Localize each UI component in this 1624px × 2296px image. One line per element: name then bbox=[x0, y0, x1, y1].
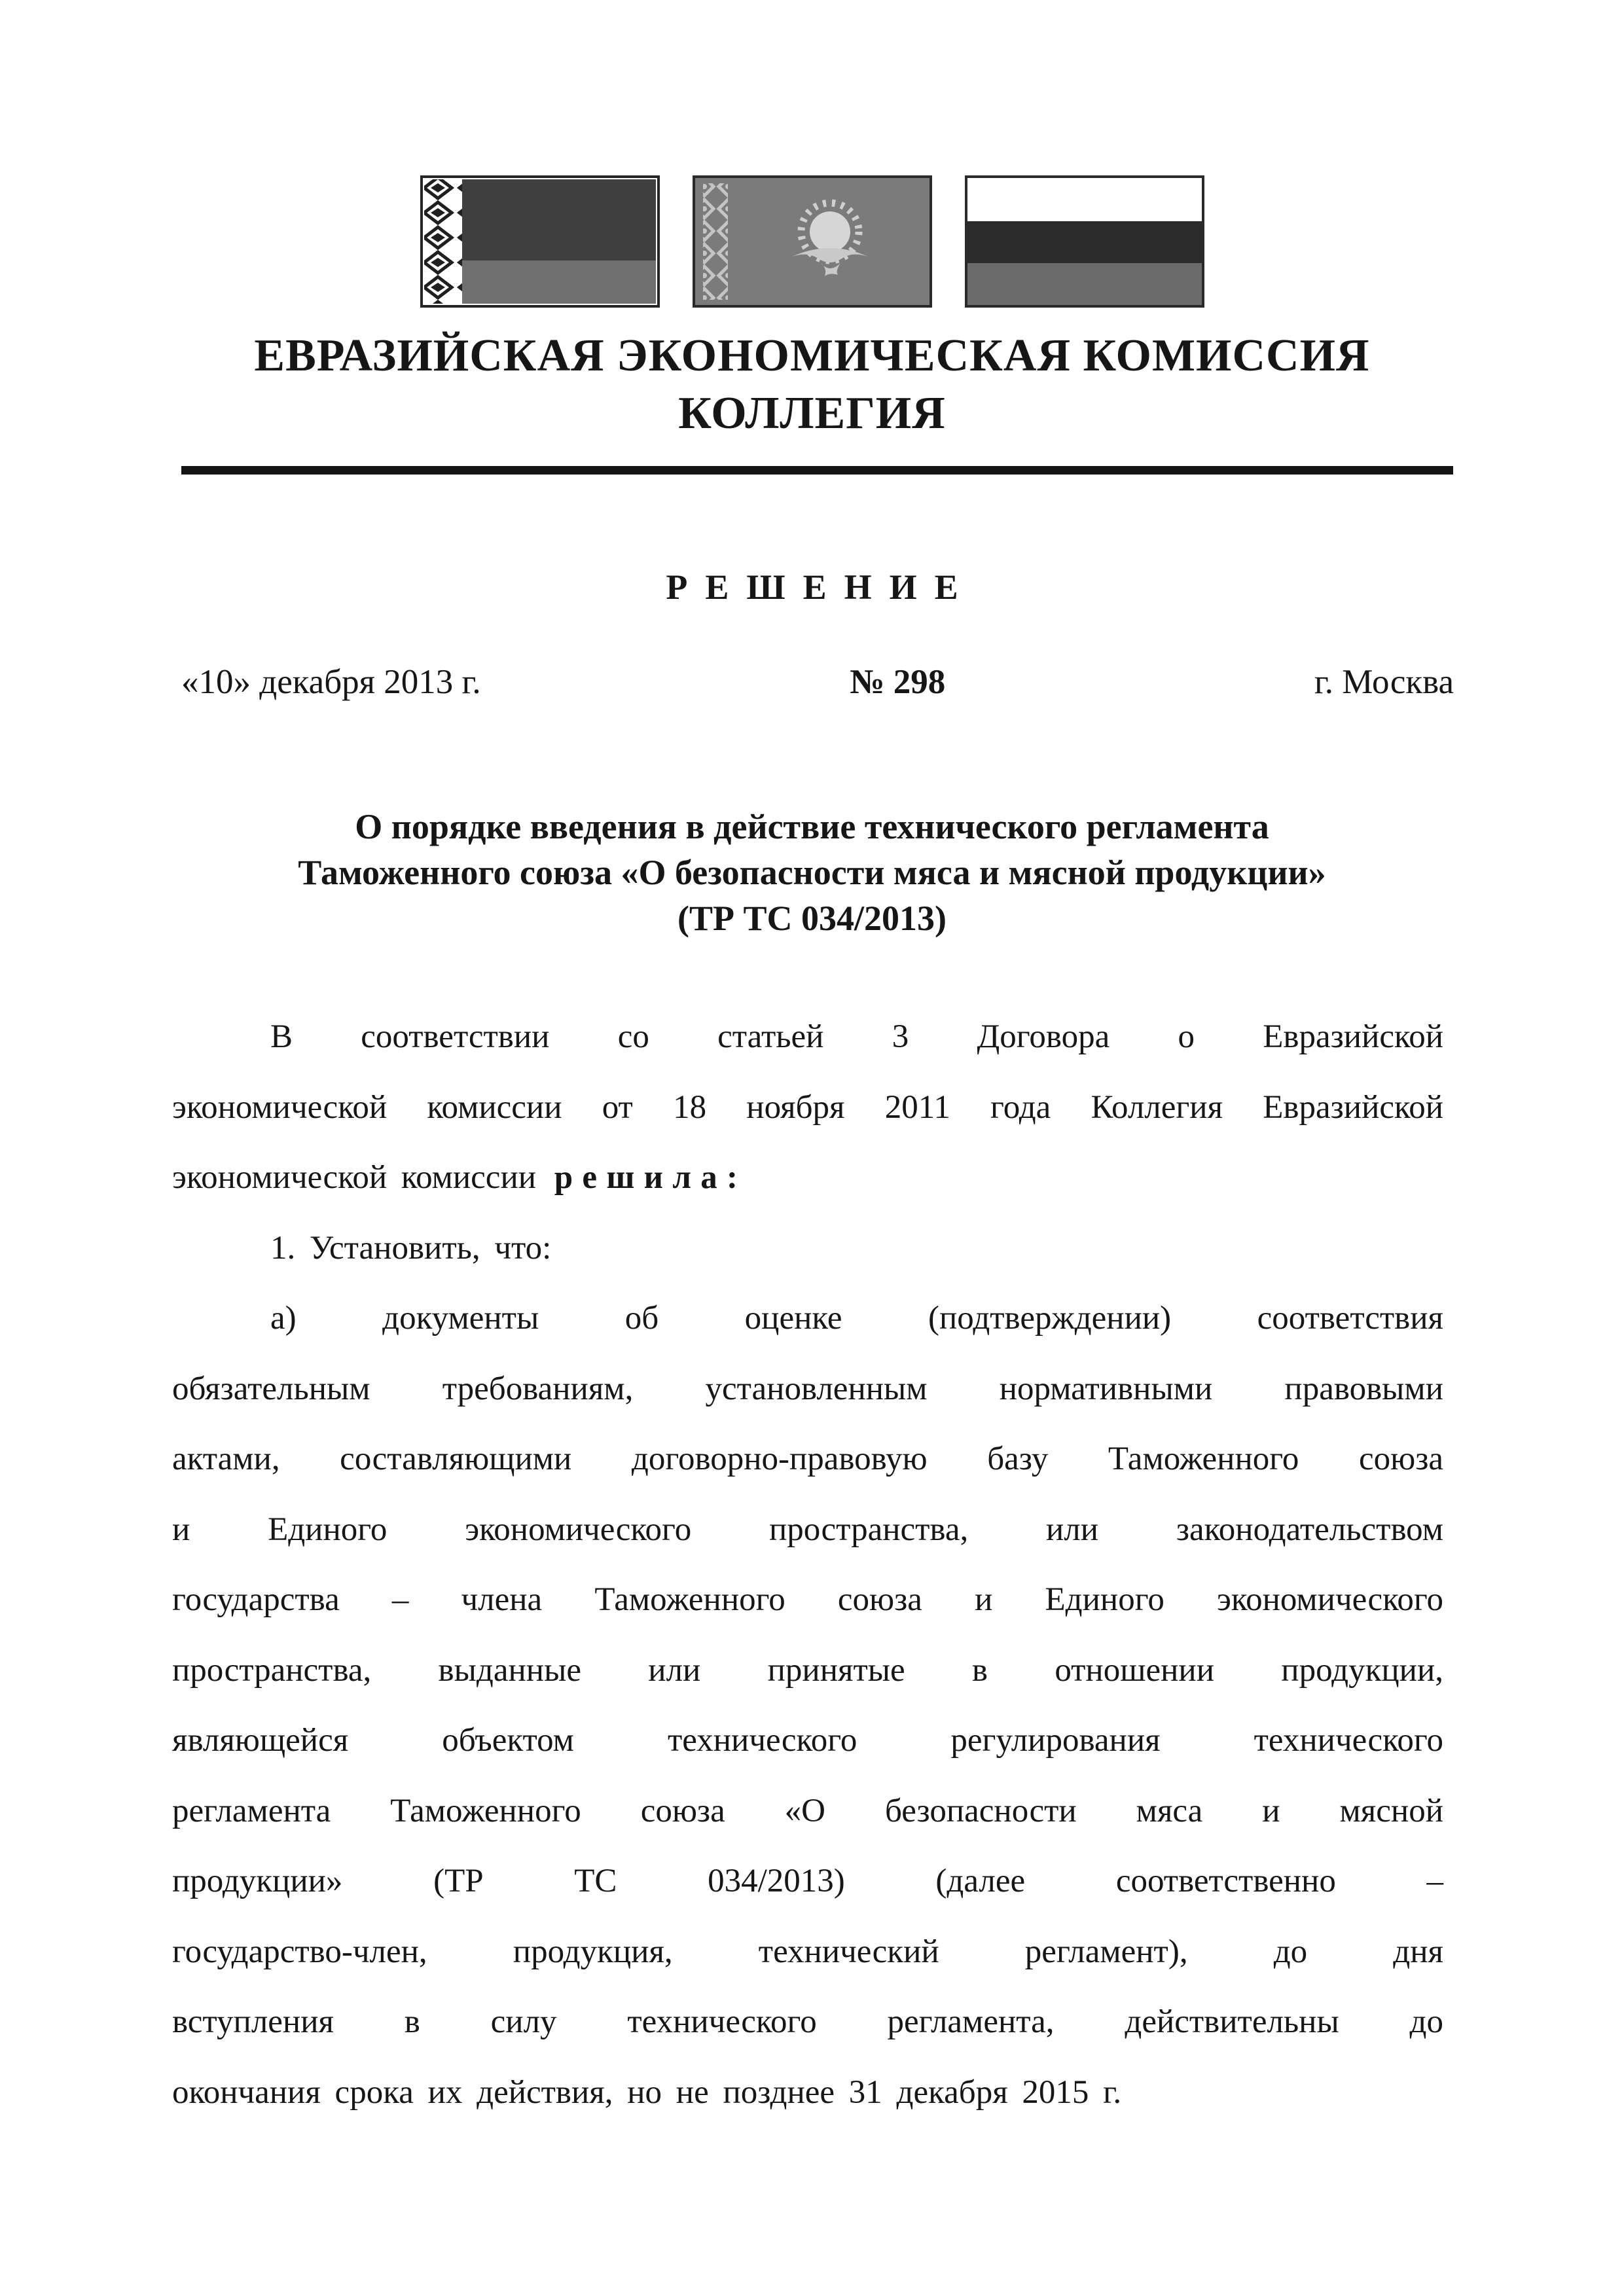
decision-title-line1: О порядке введения в действие технического регламента bbox=[355, 807, 1269, 846]
body-line: 1. Установить, что: bbox=[270, 1229, 552, 1266]
russia-flag-icon bbox=[965, 175, 1204, 308]
body-line: В соответствии со статьей 3 Договора о Евразийской bbox=[270, 1018, 1443, 1055]
body-line: актами, составляющими договорно-правовую базу Таможенного союза bbox=[172, 1441, 1443, 1477]
body-line-text: экономической комиссии bbox=[172, 1159, 550, 1196]
decision-title-line3: (ТР ТС 034/2013) bbox=[677, 899, 947, 938]
decision-meta-row bbox=[181, 651, 1454, 713]
decision-city: г. Москва bbox=[1314, 663, 1454, 701]
body-line: экономической комиссии от 18 ноября 2011 года Коллегия Евразийской bbox=[172, 1088, 1443, 1126]
decision-number: № 298 bbox=[850, 663, 946, 701]
belarus-flag-icon bbox=[420, 175, 660, 308]
body-line: продукции» (ТР ТС 034/2013) (далее соответственно – bbox=[172, 1863, 1443, 1899]
organization-name bbox=[0, 327, 1624, 442]
organization-name-line1: ЕВРАЗИЙСКАЯ ЭКОНОМИЧЕСКАЯ КОМИССИЯ bbox=[254, 331, 1370, 381]
body-line: пространства, выданные или принятые в отношении продукции, bbox=[172, 1651, 1443, 1689]
body-text bbox=[172, 1002, 1443, 2128]
document-type-label: РЕШЕНИЕ bbox=[666, 567, 976, 607]
member-state-flags bbox=[0, 175, 1624, 308]
body-line: являющейся объектом технического регулирования технического bbox=[172, 1722, 1443, 1759]
header-divider bbox=[181, 466, 1453, 475]
body-line bbox=[172, 1143, 1443, 1213]
kazakhstan-flag-icon bbox=[693, 175, 932, 308]
body-line: вступления в силу технического регламента, действительны до bbox=[172, 2003, 1443, 2040]
body-line: регламента Таможенного союза «О безопасности мяса и мясной bbox=[172, 1792, 1443, 1829]
body-line: и Единого экономического пространства, или законодательством bbox=[172, 1511, 1443, 1548]
body-line: окончания срока их действия, но не позднее 31 декабря 2015 г. bbox=[172, 2073, 1122, 2111]
body-line: а) документы об оценке (подтверждении) соответствия bbox=[270, 1300, 1443, 1336]
body-line: государство-член, продукция, технический регламент), до дня bbox=[172, 1933, 1443, 1970]
decision-date: «10» декабря 2013 г. bbox=[181, 663, 481, 701]
resolved-keyword: решила: bbox=[554, 1159, 748, 1196]
organization-name-line2: КОЛЛЕГИЯ bbox=[678, 388, 946, 439]
decision-title-line2: Таможенного союза «О безопасности мяса и мясной продукции» bbox=[298, 853, 1326, 892]
decision-title bbox=[92, 804, 1532, 941]
body-line: обязательным требованиям, установленным нормативными правовыми bbox=[172, 1370, 1443, 1407]
body-line: государства – члена Таможенного союза и Единого экономического bbox=[172, 1581, 1443, 1618]
